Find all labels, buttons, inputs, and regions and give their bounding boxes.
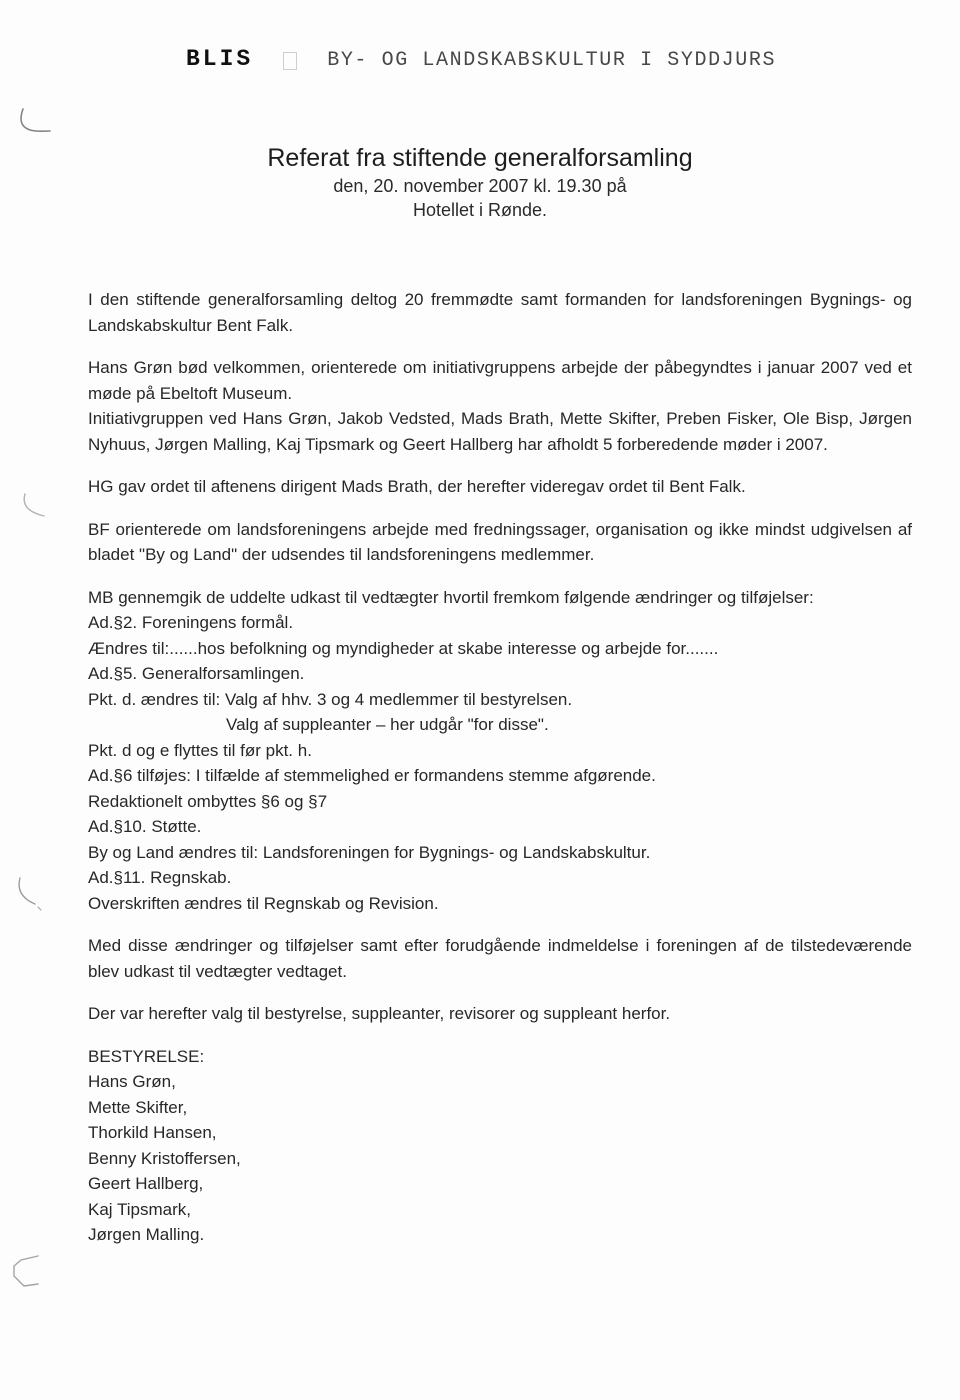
board-member: Mette Skifter, [88, 1097, 188, 1117]
document-location-line: Hotellet i Rønde. [412, 200, 548, 220]
amendments-section [88, 585, 912, 917]
paragraph-adoption: Med disse ændringer og tilføjelser samt efter forudgående indmeldelse i foreningen af de tilstedeværende blev udkast til vedtægter vedtaget. [88, 936, 912, 981]
paragraph-welcome-part2: Initiativgruppen ved Hans Grøn, Jakob Vedsted, Mads Brath, Mette Skifter, Preben Fisker, Ole Bisp, Jørgen Nyhuus, Jørgen Malling, Kaj Tipsmark og Geert Hallberg har afholdt 5 forberedende møder i 2007. [88, 409, 912, 454]
amendment-line: Redaktionelt ombyttes §6 og §7 [88, 791, 328, 811]
paragraph-bent-falk: BF orienterede om landsforeningens arbejde med fredningssager, organisation og ikke mindst udgivelsen af bladet "By og Land" der udsendes til landsforeningens medlemmer. [88, 519, 912, 564]
paragraph-attendance: I den stiftende generalforsamling deltog 20 fremmødte samt formanden for landsforeningen Bygnings- og Landskabskultur Bent Falk. [88, 290, 912, 335]
letterhead [186, 46, 776, 72]
amendment-line: Ad.§11. Regnskab. [88, 868, 232, 887]
paragraph-dirigent: HG gav ordet til aftenens dirigent Mads Brath, der herefter videregav ordet til Bent Falk. [88, 477, 746, 496]
board-member: Geert Hallberg, [88, 1174, 204, 1193]
amendment-line: Ad.§6 tilføjes: I tilfælde af stemmelighed er formandens stemme afgørende. [88, 766, 656, 785]
amendment-line: Ad.§2. Foreningens formål. [88, 613, 294, 632]
scan-artifact-binder-hole-icon [7, 1247, 49, 1295]
missing-glyph-box-icon [283, 52, 297, 70]
document-title: Referat fra stiftende generalforsamling [267, 144, 693, 172]
amendment-line: Pkt. d og e flyttes til før pkt. h. [88, 740, 312, 760]
board-member: Kaj Tipsmark, [88, 1199, 191, 1219]
document-body [88, 287, 912, 1248]
amendment-line: Pkt. d. ændres til: Valg af hhv. 3 og 4 medlemmer til bestyrelsen. [88, 689, 573, 709]
board-member: Thorkild Hansen, [88, 1123, 217, 1142]
paragraph-welcome-part1: Hans Grøn bød velkommen, orienterede om initiativgruppens arbejde der påbegyndtes i januar 2007 ved et møde på Ebeltoft Museum. [88, 358, 912, 403]
scan-artifact-curve-icon [13, 103, 61, 143]
amendment-line: Ad.§5. Generalforsamlingen. [88, 664, 305, 683]
amendment-line-indented: Valg af suppleanter – her udgår "for disse". [226, 715, 549, 734]
paragraph-election: Der var herefter valg til bestyrelse, suppleanter, revisorer og suppleant herfor. [88, 1004, 671, 1023]
amendment-line: Ad.§10. Støtte. [88, 817, 202, 836]
board-member: Benny Kristoffersen, [88, 1148, 241, 1168]
title-block [0, 143, 960, 222]
paragraph-amendments-intro: MB gennemgik de uddelte udkast til vedtægter hvortil fremkom følgende ændringer og tilføjelser: [88, 587, 814, 607]
amendment-line: Ændres til:......hos befolkning og myndigheder at skabe interesse og arbejde for....... [88, 638, 719, 658]
brand-acronym: BLIS [186, 46, 254, 72]
organization-name: BY- OG LANDSKABSKULTUR I SYDDJURS [327, 49, 777, 72]
board-heading: BESTYRELSE: [88, 1046, 205, 1066]
amendment-line: Overskriften ændres til Regnskab og Revision. [88, 893, 439, 913]
board-section [88, 1044, 912, 1248]
board-member: Jørgen Malling. [88, 1225, 205, 1244]
document-date-line: den, 20. november 2007 kl. 19.30 på [333, 176, 627, 196]
board-member: Hans Grøn, [88, 1072, 176, 1091]
paragraph-welcome [88, 355, 912, 457]
scan-artifact-curve-icon [17, 489, 55, 523]
scan-artifact-curve-icon [13, 873, 51, 915]
amendment-line: By og Land ændres til: Landsforeningen for Bygnings- og Landskabskultur. [88, 842, 651, 862]
